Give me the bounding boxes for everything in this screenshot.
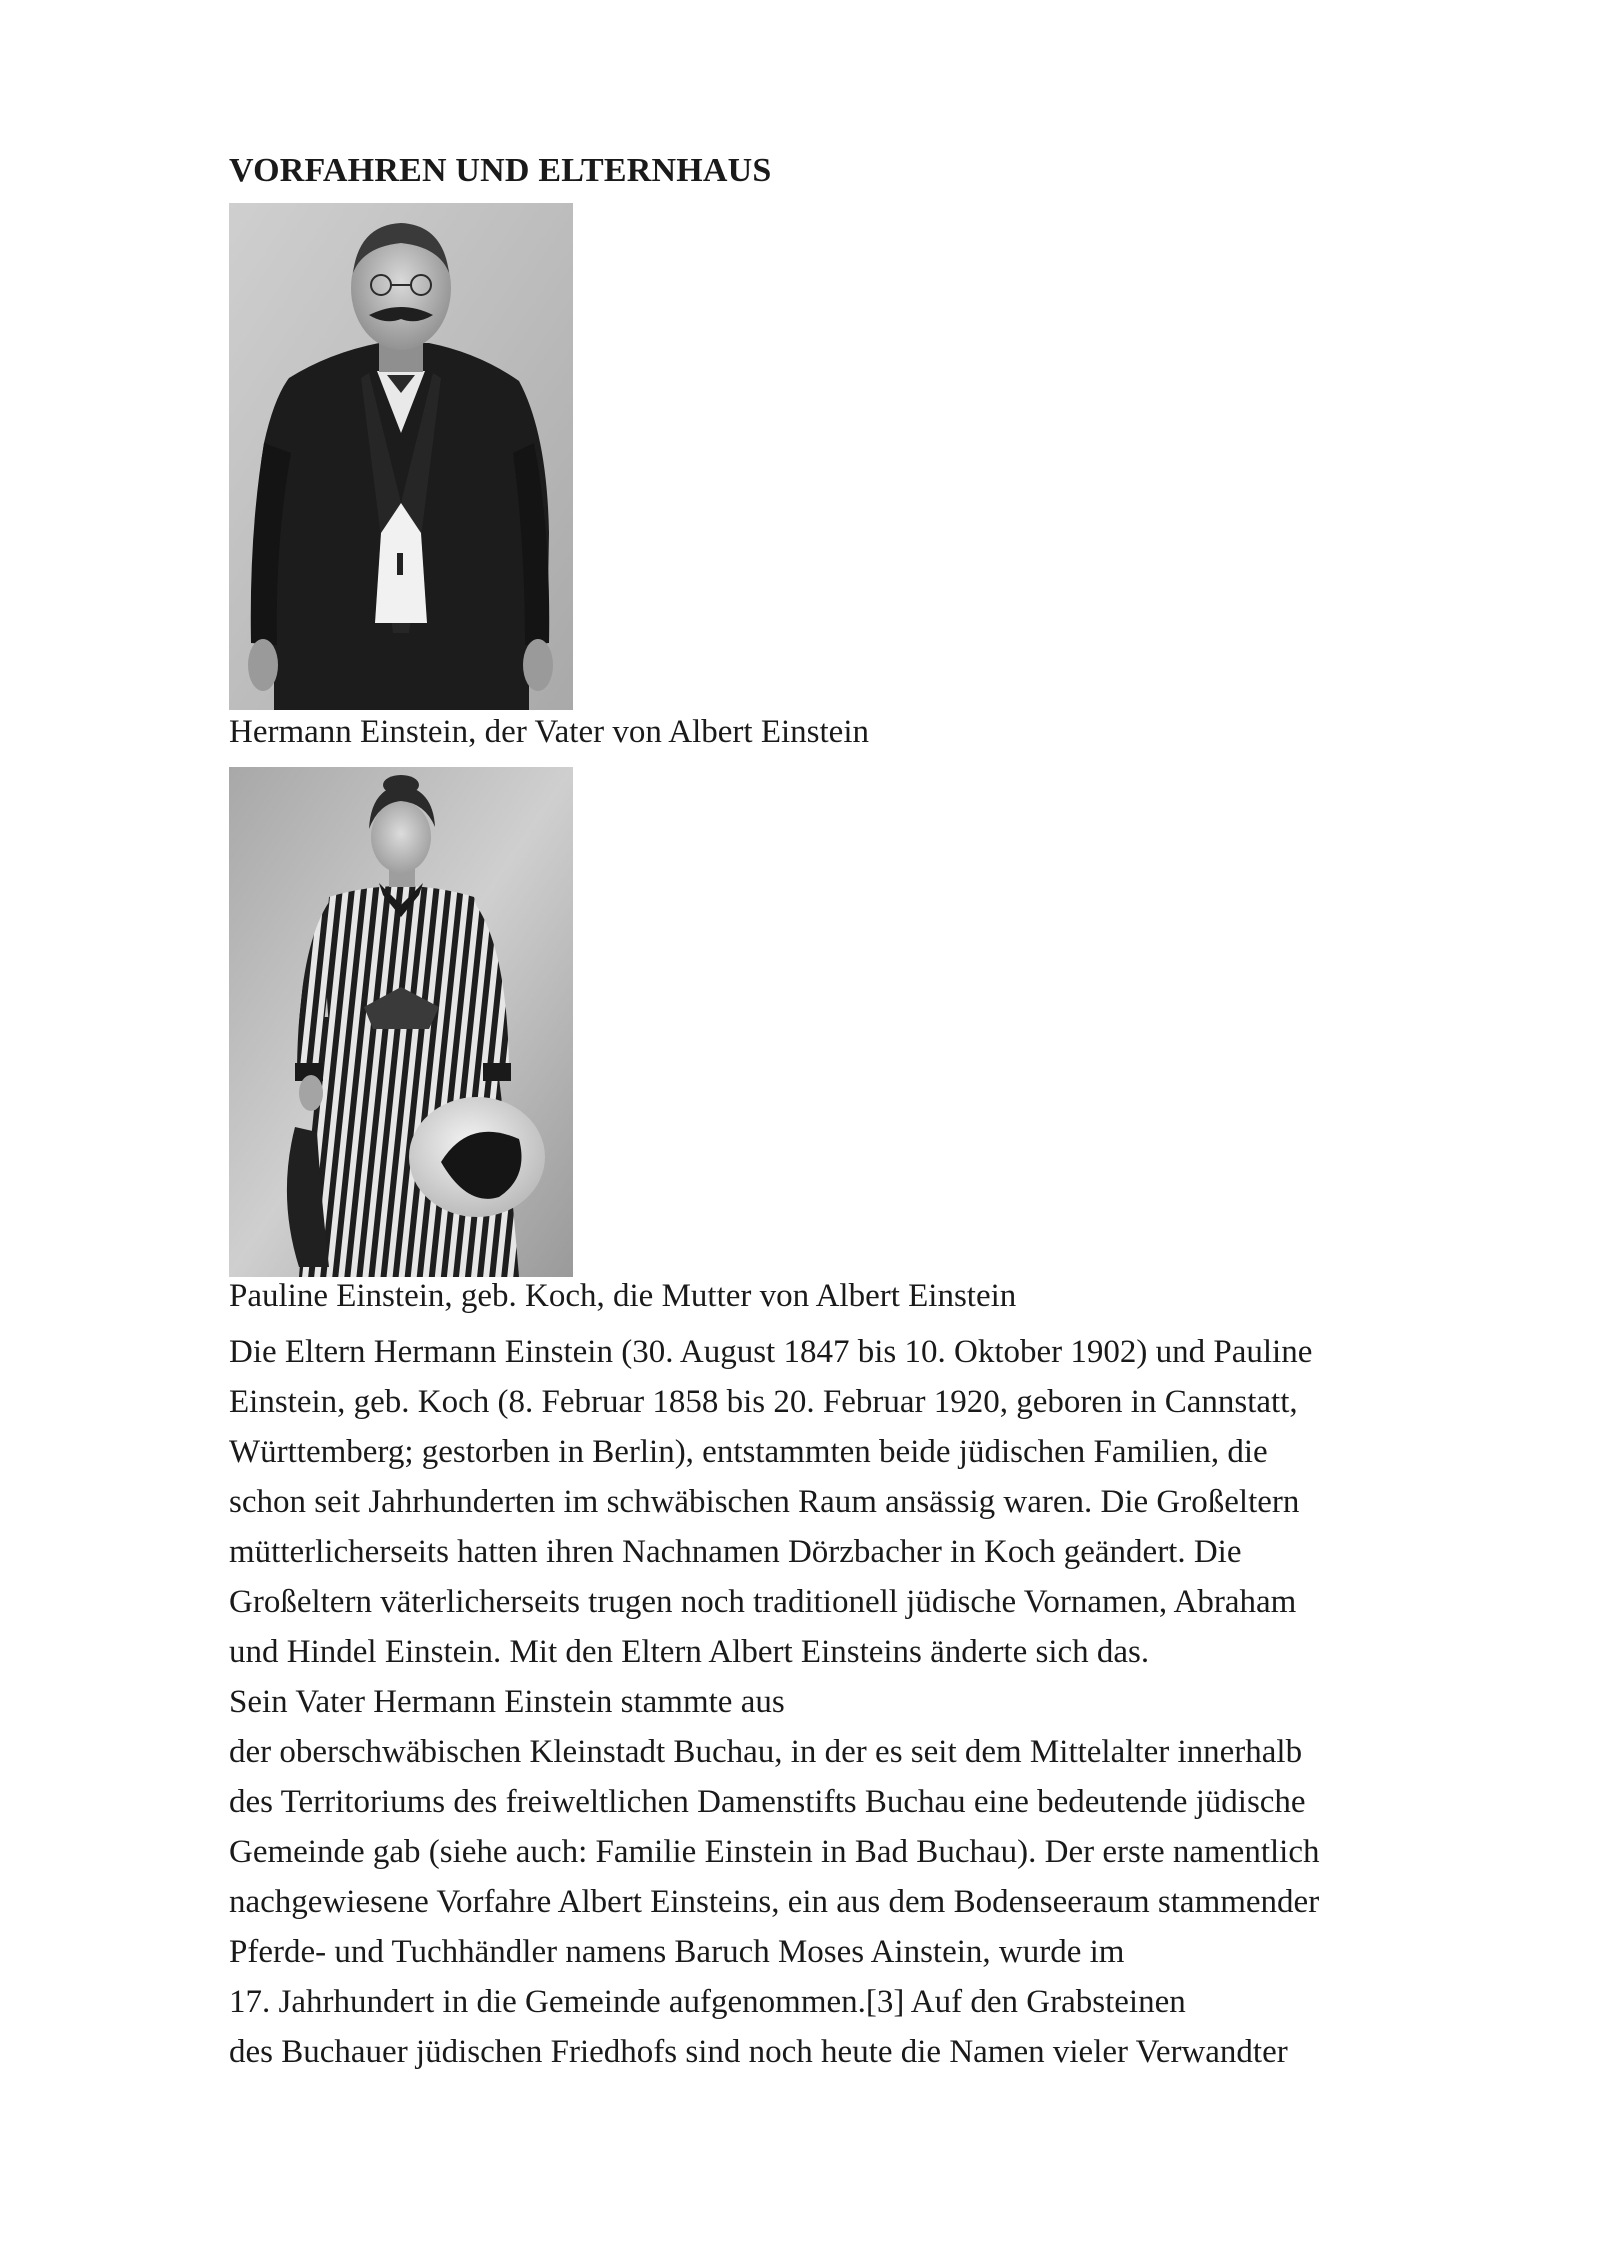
text-line: schon seit Jahrhunderten im schwäbischen Raum ansässig waren. Die Großeltern [229, 1484, 1300, 1520]
photo-father-image [229, 203, 573, 710]
text-line: der oberschwäbischen Kleinstadt Buchau, in der es seit dem Mittelalter innerhalb [229, 1734, 1303, 1770]
text-line: und Hindel Einstein. Mit den Eltern Albert Einsteins änderte sich das. [229, 1634, 1150, 1670]
text-line: des Territoriums des freiweltlichen Damenstifts Buchau eine bedeutende jüdische [229, 1784, 1306, 1820]
figure-caption-father: Hermann Einstein, der Vater von Albert Einstein [229, 714, 869, 750]
photo-mother [229, 767, 573, 1277]
text-line: Die Eltern Hermann Einstein (30. August 1847 bis 10. Oktober 1902) und Pauline [229, 1334, 1313, 1370]
page-heading: VORFAHREN UND ELTERNHAUS [229, 152, 772, 189]
photo-father [229, 203, 573, 710]
text-line: Württemberg; gestorben in Berlin), entstammten beide jüdischen Familien, die [229, 1434, 1268, 1470]
body-paragraph [229, 1327, 1529, 2077]
photo-mother-image [229, 767, 573, 1277]
figure-caption-mother: Pauline Einstein, geb. Koch, die Mutter von Albert Einstein [229, 1278, 1017, 1314]
text-line: Einstein, geb. Koch (8. Februar 1858 bis 20. Februar 1920, geboren in Cannstatt, [229, 1384, 1298, 1420]
text-line: Großeltern väterlicherseits trugen noch traditionell jüdische Vornamen, Abraham [229, 1584, 1297, 1620]
text-line: Pferde- und Tuchhändler namens Baruch Moses Ainstein, wurde im [229, 1934, 1125, 1970]
text-line: 17. Jahrhundert in die Gemeinde aufgenommen.[3] Auf den Grabsteinen [229, 1984, 1186, 2020]
text-line: mütterlicherseits hatten ihren Nachnamen Dörzbacher in Koch geändert. Die [229, 1534, 1242, 1570]
text-line: Sein Vater Hermann Einstein stammte aus [229, 1684, 785, 1720]
text-line: nachgewiesene Vorfahre Albert Einsteins, ein aus dem Bodenseeraum stammender [229, 1884, 1320, 1920]
text-line: Gemeinde gab (siehe auch: Familie Einstein in Bad Buchau). Der erste namentlich [229, 1834, 1320, 1870]
text-line: des Buchauer jüdischen Friedhofs sind noch heute die Namen vieler Verwandter [229, 2034, 1288, 2070]
